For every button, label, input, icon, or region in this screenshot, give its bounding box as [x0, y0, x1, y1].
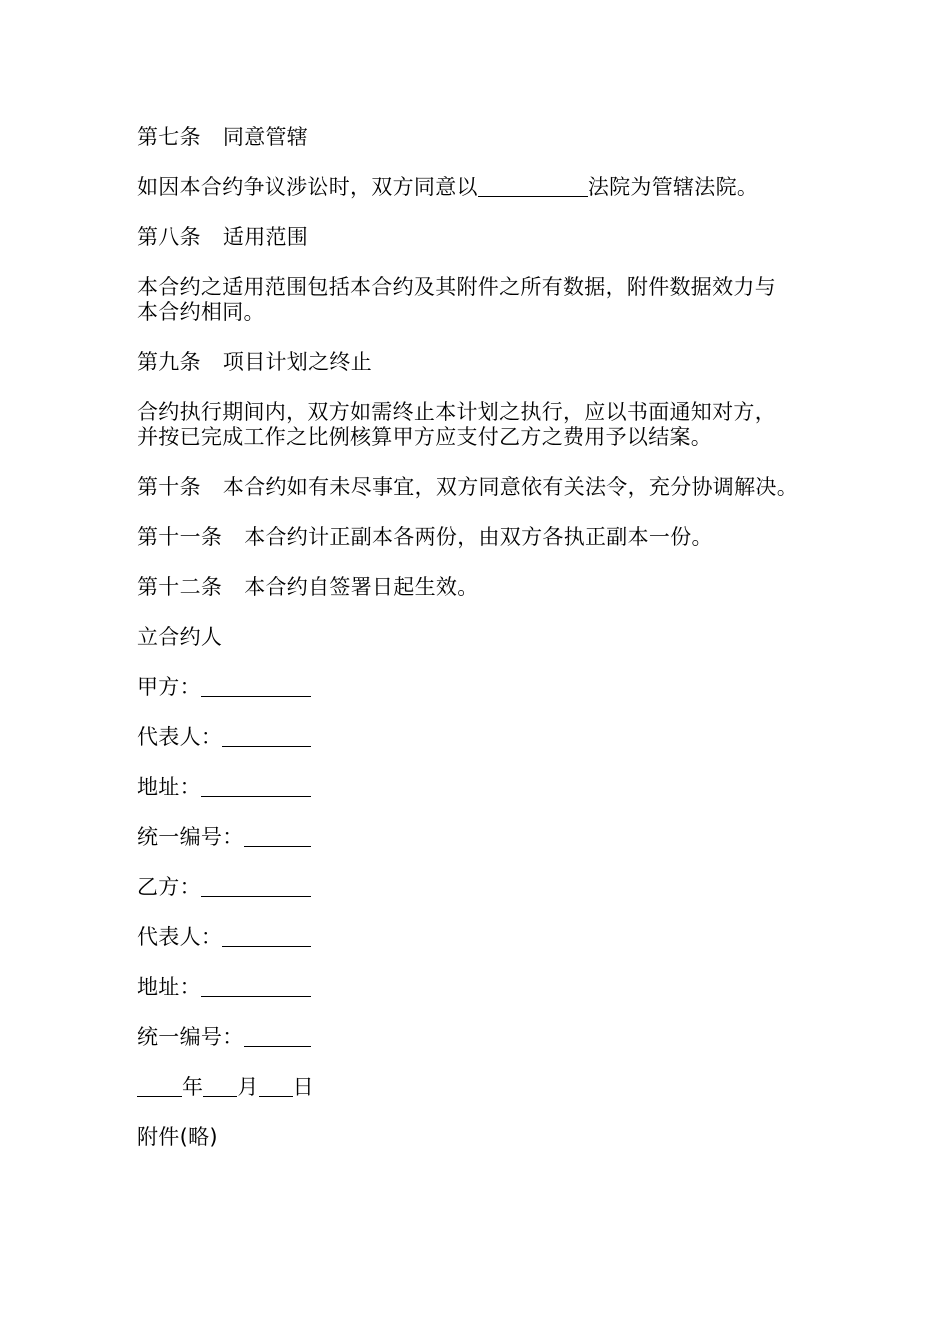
- party-a-address-row: [137, 774, 311, 800]
- article-7-number: 第七条: [137, 125, 201, 149]
- article-8-heading: [137, 224, 308, 250]
- party-a-label: 甲方：: [137, 675, 201, 699]
- party-a-rep-label: 代表人：: [137, 725, 223, 749]
- article-12: [137, 574, 479, 600]
- party-b-address-label: 地址：: [137, 975, 201, 999]
- article-9-title: 项目计划之终止: [222, 350, 373, 374]
- month-label: 月: [237, 1075, 259, 1099]
- party-b-field[interactable]: [201, 876, 311, 897]
- party-a-row: [137, 674, 311, 700]
- article-10-number: 第十条: [137, 475, 201, 499]
- party-a-id-row: [137, 824, 311, 850]
- article-8-title: 适用范围: [222, 225, 309, 249]
- article-12-number: 第十二条: [137, 575, 223, 599]
- party-b-id-field[interactable]: [244, 1026, 311, 1047]
- party-a-rep-field[interactable]: [222, 726, 311, 747]
- party-b-rep-field[interactable]: [222, 926, 311, 947]
- attachment-note: 附件(略): [137, 1125, 218, 1149]
- party-a-id-field[interactable]: [244, 826, 311, 847]
- article-10-body: 本合约如有未尽事宜，双方同意依有关法令，充分协调解决。: [222, 475, 799, 499]
- signatories-heading: 立合约人: [137, 625, 223, 649]
- party-b-address-row: [137, 974, 311, 1000]
- article-7-title: 同意管辖: [222, 125, 309, 149]
- party-b-address-field[interactable]: [201, 976, 311, 997]
- party-a-field[interactable]: [201, 676, 311, 697]
- article-9-body-line-1: 合约执行期间内，双方如需终止本计划之执行，应以书面通知对方，: [137, 400, 776, 424]
- party-b-rep-row: [137, 924, 311, 950]
- article-8-body-line-2: 本合约相同。: [137, 300, 265, 324]
- article-8-body-line-1: 本合约之适用范围包括本合约及其附件之所有数据，附件数据效力与: [137, 275, 776, 299]
- article-11-body: 本合约计正副本各两份，由双方各执正副本一份。: [244, 525, 713, 549]
- date-row: [137, 1074, 314, 1100]
- year-field[interactable]: [137, 1076, 182, 1097]
- party-a-rep-row: [137, 724, 311, 750]
- party-a-address-label: 地址：: [137, 775, 201, 799]
- party-b-id-row: [137, 1024, 311, 1050]
- article-7-heading: [137, 124, 308, 150]
- article-9-number: 第九条: [137, 350, 201, 374]
- article-12-body: 本合约自签署日起生效。: [244, 575, 479, 599]
- party-a-address-field[interactable]: [201, 776, 311, 797]
- party-b-rep-label: 代表人：: [137, 925, 223, 949]
- article-7-body: [137, 174, 758, 200]
- party-b-row: [137, 874, 311, 900]
- party-b-label: 乙方：: [137, 875, 201, 899]
- year-label: 年: [182, 1075, 204, 1099]
- article-8-number: 第八条: [137, 225, 201, 249]
- article-11: [137, 524, 713, 550]
- article-7-body-pre: 如因本合约争议涉讼时，双方同意以: [137, 175, 478, 199]
- day-label: 日: [292, 1075, 314, 1099]
- article-10: [137, 474, 798, 500]
- article-9-body-line-2: 并按已完成工作之比例核算甲方应支付乙方之费用予以结案。: [137, 425, 713, 449]
- article-11-number: 第十一条: [137, 525, 223, 549]
- month-field[interactable]: [203, 1076, 237, 1097]
- party-b-id-label: 统一编号：: [137, 1025, 244, 1049]
- article-7-body-post: 法院为管辖法院。: [587, 175, 759, 199]
- article-9-heading: [137, 349, 372, 375]
- court-blank-field[interactable]: [478, 176, 588, 197]
- party-a-id-label: 统一编号：: [137, 825, 244, 849]
- day-field[interactable]: [259, 1076, 293, 1097]
